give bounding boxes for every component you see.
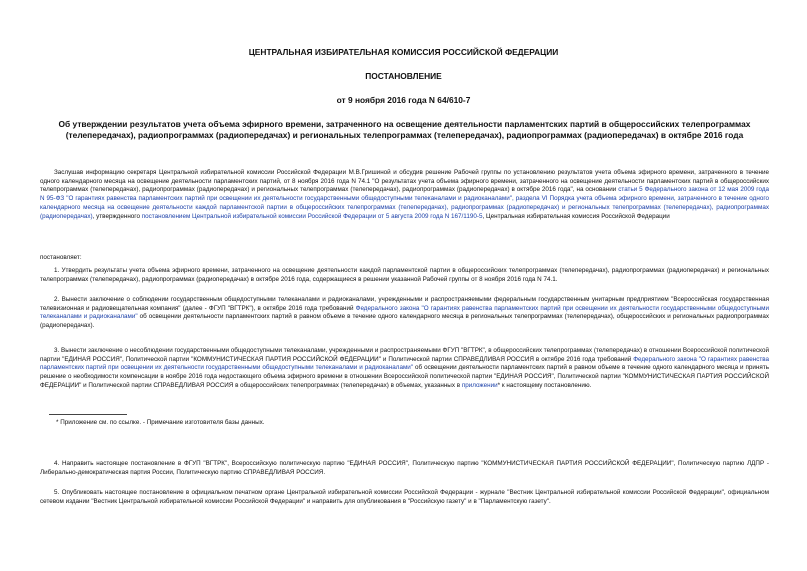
doc-type: ПОСТАНОВЛЕНИЕ xyxy=(365,71,442,81)
federal-law-link[interactable]: Федерального закона "О гарантиях равенства парламентских партий при освещении их деятельности государственными общедоступными телеканалами и радиоканалами" xyxy=(40,355,770,372)
footnote-divider xyxy=(49,414,127,415)
footnote: * Приложение см. по ссылке. - Примечание изготовителя базы данных. xyxy=(56,419,265,426)
law-article-link[interactable]: статьи 5 Федерального закона от 12 мая 2009 года N 95-ФЗ "О гарантиях равенства парламентских партий при освещении их деятельности государственными общедоступными телеканалами и радиоканалами", разделa VI Порядка учета объема эфирного времени, затраченного в течение одного календарного месяца на освещение деятельности каждой парламентской партии в общероссийских телепрограммах (телепередачах), радиопрограммах (радиопередачах) и региональных телепрограммах (телепередачах), радиопрограммах (радиопередачах) xyxy=(40,186,769,220)
item-1: 1. Утвердить результаты учета объема эфирного времени, затраченного на освещение деятельности каждой парламентской партии в общероссийских телепрограммах (телепередачах), радиопрограммах (радиопередачах) и региональных телепрограммах (телепередачах), радиопрограммах (радиопередачах) в октябре 2016 года, содержащиеся в решении указанной Рабочей группы от 8 ноября 2016 года N 74.1. xyxy=(40,267,769,283)
appendix-link[interactable]: приложении xyxy=(461,381,498,389)
item-5: 5. Опубликовать настоящее постановление в официальном печатном органе Центральной избирательной комиссии Российской Федерации - журнале "Вестник Центральной избирательной комиссии Российской Федерации", официальном сетевом издании "Вестник Центральной избирательной комиссии Российской Федерации" и направить для опубликования в "Российскую газету" и в "Парламентскую газету". xyxy=(40,489,769,505)
doc-date: от 9 ноября 2016 года N 64/610-7 xyxy=(336,95,471,105)
cec-resolution-link[interactable]: постановлением Центральной избирательной комиссии Российской Федерации от 5 августа 2009 года N 167/1190-5 xyxy=(141,212,483,220)
doc-title: Об утверждении результатов учета объема эфирного времени, затраченного на освещение деятельности парламентских партий в общероссийских телепрограммах (телепередачах), радиопрограммах (радиопередачах) и региональных телепрограммах (телепередачах), радиопрограммах (радиопередачах) в октябре 2016 года xyxy=(58,119,751,140)
org-heading: ЦЕНТРАЛЬНАЯ ИЗБИРАТЕЛЬНАЯ КОМИССИЯ РОССИЙСКОЙ ФЕДЕРАЦИИ xyxy=(248,47,559,57)
intro-paragraph: Заслушав информацию секретаря Центральной избирательной комиссии Российской Федерации М.В.Гришиной и обсудив решение Рабочей группы по установлению результатов учета объема эфирного времени, затраченного в течение одного календарного месяца на освещение деятельности парламентских партий, от 8 ноября 2016 года N 74.1 "О результатах учета объема эфирного времени, затраченного на освещение деятельности парламентских партий в общероссийских телепрограммах (телепередачах), радиопрограммах (радиопередачах) и региональных телепрограммах (телепередачах), радиопрограммах (радиопередачах) в октябре 2016 года", на основании статьи 5 Федерального закона от 12 мая 2009 года N 95-ФЗ "О гарантиях равенства парламентских партий при освещении их деятельности государственными общедоступными телеканалами и радиоканалами", разделa VI Порядка учета объема эфирного времени, затраченного в течение одного календарного месяца на освещение деятельности каждой парламентской партии в общероссийских телепрограммах (телепередачах), радиопрограммах (радиопередачах) и региональных телепрограммах (телепередачах), радиопрограммах (радиопередачах), утвержденного постановлением Центральной избирательной комиссии Российской Федерации от 5 августа 2009 года N 167/1190-5, Центральная избирательная комиссия Российской Федерации xyxy=(40,169,769,220)
item-4: 4. Направить настоящее постановление в ФГУП "ВГТРК", Всероссийскую политическую партию "ЕДИНАЯ РОССИЯ", Политическую партию "КОММУНИСТИЧЕСКАЯ ПАРТИЯ РОССИЙСКОЙ ФЕДЕРАЦИИ", Политическую партию ЛДПР - Либерально-демократическая партия России, Политическую партию СПРАВЕДЛИВАЯ РОССИЯ. xyxy=(40,460,769,476)
item-2: 2. Вынести заключение о соблюдении государственным общедоступными телеканалами и радиоканалами, учрежденными и распространяемыми федеральным государственным унитарным предприятием "Всероссийская государственная телевизионная и радиовещательная компания" (далее - ФГУП "ВГТРК"), в октябре 2016 года требований Федерального закона "О гарантиях равенства парламентских партий при освещении их деятельности государственными общедоступными телеканалами и радиоканалами" об освещении деятельности парламентских партий в равном объеме в течение одного календарного месяца в региональных телепрограммах (телепередачах), общероссийских и региональных радиопрограммах (радиопередачах). xyxy=(40,296,769,330)
item-3: 3. Вынести заключение о несоблюдении государственными общедоступными телеканалами, учрежденными и распространяемыми ФГУП "ВГТРК", в общероссийских телепрограммах (телепередачах) в отношении Всероссийской политической партии "ЕДИНАЯ РОССИЯ", Политической партии "КОММУНИСТИЧЕСКАЯ ПАРТИЯ РОССИЙСКОЙ ФЕДЕРАЦИИ" и Политической партии СПРАВЕДЛИВАЯ РОССИЯ в октябре 2016 года требований Федерального закона "О гарантиях равенства парламентских партий при освещении их деятельности государственными общедоступными телеканалами и радиоканалами" об освещении деятельности парламентских партий в равном объеме в течение одного календарного месяца и принять решение о необходимости компенсации в ноябре 2016 года недостающего объема эфирного времени в отношении Всероссийской политической партии "ЕДИНАЯ РОССИЯ", Политической партии "КОММУНИСТИЧЕСКАЯ ПАРТИЯ РОССИЙСКОЙ ФЕДЕРАЦИИ" и Политической партии СПРАВЕДЛИВАЯ РОССИЯ в общероссийских телепрограммах (телепередачах) в объемах, указанных в приложении* к настоящему постановлению. xyxy=(40,347,770,389)
resolves-label: постановляет: xyxy=(40,254,82,261)
federal-law-link[interactable]: Федерального закона "О гарантиях равенства парламентских партий при освещении их деятельности государственными общедоступными телеканалами и радиоканалами" xyxy=(40,304,769,321)
